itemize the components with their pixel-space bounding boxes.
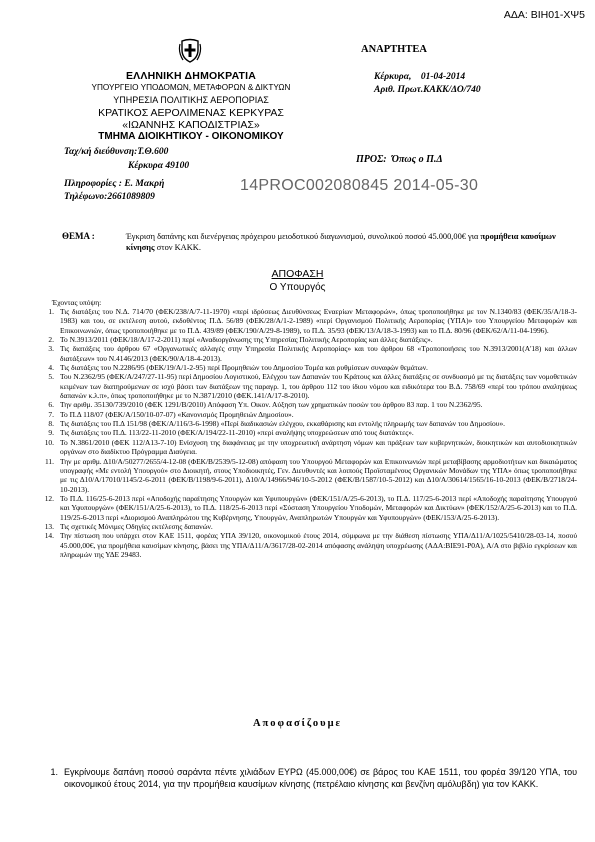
contact-info: Πληροφορίες : Ε. Μακρή: [64, 179, 165, 189]
list-item: 11. Την με αριθμ. Δ10/Α/50277/2655/4-12-08 (ΦΕΚ/Β/2539/5-12-08) απόφαση του Υπουργού Μεταφορών και Επικοινωνιών περί μεταβίβασης αρμοδιοτήτων και δικαιώματος υπογραφής «Με εντολή Υπουργού» στο Διοικητή, στους Υποδιοικητές, Γεν. Διευθυντές και λοιπούς Προϊσταμένους Οργανικών Μονάδων της ΥΠΑ» όπως τροποποιήθηκε με τις Δ10/Α/17010/1145/2-6-2011 (ΦΕΚ/Β/1198/9-6-2011), Δ10/Α/14966/946/10-5-2012 (ΦΕΚ/Β/1587/10-5-2012) και Δ10/Α/30614/1565/16-10-2013 (ΦΕΚ/Β/2718/24-10-2013).: [44, 456, 577, 494]
list-item: 14. Την πίστωση που υπάρχει στον ΚΑΕ 1511, φορέας ΥΠΑ 39/120, οικονομικού έτους 2014, σύμφωνα με την διάθεση πίστωσης ΥΠΑ/Δ11/Α/1025/5410/28-03-14, ποσού 45.000,00€, για προμήθεια καυσίμων κίνησης, βάσει της ΥΠΑ/Δ11/Α/3617/28-02-2014 απόφασης ανάληψη υποχρέωσης (ΑΔΑ:ΒΙΕ91-Ρ0Α), Α/Α στο βιβλίο εγκρίσεων και πληρωμών της ΥΔΕ 29483.: [44, 531, 577, 559]
decision-number: 1.: [50, 767, 58, 777]
list-item: 10. Το Ν.3861/2010 (ΦΕΚ 112/Α13-7-10) Ενίσχυση της διαφάνειας με την υποχρεωτική ανάρτηση νόμων και πράξεων των κυβερνητικών, διοικητικών και αυτοδιοικητικών οργάνων στο διαδίκτυο Πρόγραμμα Διαύγεια.: [44, 437, 577, 457]
we-decide-heading: Αποφασίζουμε: [252, 718, 343, 729]
list-item: 8. Τις διατάξεις του Π.Δ 151/98 (ΦΕΚ/Α/116/3-6-1998) «Περί διαδικασιών ελέγχου, εκκαθάρισης και εντολής πληρωμής των δαπανών του Δημοσίου».: [48, 419, 506, 429]
procurement-stamp: 14PROC002080845 2014-05-30: [240, 177, 479, 194]
protocol-number: Αριθ. Πρωτ.ΚΑΚΚ/ΔΟ/740: [374, 84, 481, 95]
list-item: 2. Το Ν.3913/2011 (ΦΕΚ/18/Α/17-2-2011) περί «Αναδιοργάνωσης της Υπηρεσίας Πολιτικής Αεροπορίας και άλλες διατάξεις».: [48, 335, 433, 345]
header-line-department: ΤΜΗΜΑ ΔΙΟΙΚΗΤΙΚΟΥ - ΟΙΚΟΝΟΜΙΚΟΥ: [98, 131, 284, 143]
postal-city: Κέρκυρα 49100: [128, 161, 190, 171]
list-item: 7. Το Π.Δ 118/07 (ΦΕΚ/Α/150/10-07-07) «Κανονισμός Προμηθειών Δημοσίου».: [48, 409, 294, 419]
subject-label: ΘΕΜΑ :: [62, 231, 95, 241]
subject-text: [126, 231, 572, 253]
list-item: 1. Τις διατάξεις του Ν.Δ. 714/70 (ΦΕΚ/238/Α/7-11-1970) «περί ιδρύσεως Διευθύνσεως Εναερίων Μεταφορών», όπως τροποποιήθηκε με τον Ν.1340/83 (ΦΕΚ/35/Α/18-3-1983) και του, σε εκτέλεση αυτού, εκδοθέντος Π.Δ. 56/89 (ΦΕΚ/28/Α/1-2-1989) «περί Οργανισμού Πολιτικής Αεροπορίας (ΥΠΑ)» του Υπουργείου Μεταφορών και Επικοινωνιών, όπως τροποποιήθηκε με το Π.Δ. 439/89 (ΦΕΚ/190/Α/29-8-1989), το Π.Δ. 35/93 (ΦΕΚ/13/Α/18-3-1993) και το Π.Δ. 80/96 (ΦΕΚ/62/Α/11-04-1996).: [48, 307, 577, 335]
contact-phone: Τηλέφωνο:2661089809: [64, 192, 155, 202]
ada-code: ΑΔΑ: ΒΙΗ01-ΧΨ5: [503, 9, 585, 21]
decision-text: Εγκρίνουμε δαπάνη ποσού σαράντα πέντε χιλιάδων ΕΥΡΩ (45.000,00€) σε βάρος του ΚΑΕ 1511, του φορέα 39/120 ΥΠΑ, του οικονομικού έτους 2014, για την προμήθεια καυσίμων κίνησης (πετρέλαιο κίνησης και βενζίνη αμόλυβδη) για τον ΚΑΚΚ.: [64, 767, 577, 790]
header-line-ministry: ΥΠΟΥΡΓΕΙΟ ΥΠΟΔΟΜΩΝ, ΜΕΤΑΦΟΡΩΝ & ΔΙΚΤΥΩΝ: [91, 83, 291, 93]
list-item: 4. Τις διατάξεις του Ν.2286/95 (ΦΕΚ/19/Α/1-2-95) περί Προμηθειών του Δημοσίου Τομέα και ρυθμίσεων συναφών θεμάτων.: [48, 363, 428, 373]
minister-label: Ο Υπουργός: [269, 282, 326, 293]
greek-coat-of-arms-icon: [178, 38, 202, 64]
recipient: ΠΡΟΣ: Όπως ο Π.Δ: [356, 154, 443, 165]
header-line-service: ΥΠΗΡΕΣΙΑ ΠΟΛΙΤΙΚΗΣ ΑΕΡΟΠΟΡΙΑΣ: [113, 95, 269, 106]
decision-item: [40, 766, 577, 790]
header-line-airport: ΚΡΑΤΙΚΟΣ ΑΕΡΟΛΙΜΕΝΑΣ ΚΕΡΚΥΡΑΣ: [98, 106, 284, 119]
postal-address: Ταχ/κή διεύθυνση:Τ.Θ.600: [64, 147, 169, 157]
to-be-posted-label: ΑΝΑΡΤΗΤΕΑ: [361, 44, 427, 55]
subject-tail: στον ΚΑΚΚ.: [154, 243, 201, 252]
having-regard-label: Έχοντας υπόψη:: [52, 298, 102, 307]
list-item: 13. Τις σχετικές Μόνιμες Οδηγίες εκτέλεσης δαπανών.: [44, 521, 213, 531]
decision-title: ΑΠΟΦΑΣΗ: [271, 268, 324, 280]
list-item: 5. Του Ν.2362/95 (ΦΕΚ/Α/247/27-11-95) περί Δημοσίου Λογιστικού, Ελέγχου των Δαπανών του Κράτους και άλλες διατάξεις σε συνδυασμό με τις διατάξεις των νομοθετικών κειμένων των διατηρούμενων σε ισχύ βάσει των διατάξεων της παραγρ. 1, του άρθρου 112 του ίδιου νόμου και ειδικότερα του Β.Δ. 758/69 «περί του τρόπου αναληψεως δαπανών κ.λ.π», όπως τροποποιήθηκε με το Ν.3871/2010 (ΦΕΚ.141/Α/17-8-2010).: [48, 372, 577, 401]
place-date: Κέρκυρα, 01-04-2014: [374, 72, 466, 82]
header-line-airport-name: «ΙΩΑΝΝΗΣ ΚΑΠΟΔΙΣΤΡΙΑΣ»: [122, 118, 260, 131]
list-item: 3. Τις διατάξεις του άρθρου 67 «Οργανωτικές αλλαγές στην Υπηρεσία Πολιτικής Αεροπορίας» και του άρθρου 68 «Τροποποιήσεις του Ν.3913/2001(Α'18) και άλλων διατάξεων» του Ν.4146/2013 (ΦΕΚ/90/Α/18-4-2013).: [48, 344, 577, 363]
list-item: 9. Τις διατάξεις του Π.Δ. 113/22-11-2010 (ΦΕΚ/Α/194/22-11-2010) «περί αναλήψης υποχρεώσεων από τους διατάκτες».: [48, 428, 414, 438]
subject-bold: προμήθεια καυσίμων κίνησης: [126, 232, 556, 252]
considerations-list: [40, 307, 577, 559]
list-item: 12. Το Π.Δ. 116/25-6-2013 περί «Αποδοχής παραίτησης Υπουργών και Υφυπουργών» (ΦΕΚ/151/Α/25-6-2013), το Π.Δ. 117/25-6-2013 περί «Αποδοχής παραίτησης Υπουργού και Υφυπουργών» (ΦΕΚ/151/Α/25-6-2013), το Π.Δ. 118/25-6-2013 περί «Σύσταση Υπουργείου Υποδομών, Μεταφορών και Δικτύων» (ΦΕΚ/152/Α/25-6-2013) και το Π.Δ. 119/25-6-2013 περί «Διορισμού Αναπληρώτου της Κυβέρνησης, Υπουργών, Αναπληρωτών Υπουργών και Υφυπουργών» (ΦΕΚ/153/Α/25-6-2013).: [44, 493, 577, 522]
list-item: 6. Την αριθμ. 35130/739/2010 (ΦΕΚ 1291/Β/2010) Απόφαση Υπ. Οικον. Αύξηση των χρηματικών ποσών του άρθρου 83 παρ. 1 του Ν.2362/95.: [48, 400, 483, 410]
subject-main: Έγκριση δαπάνης και διενέργειας πρόχειρου μειοδοτικού διαγωνισμού, συνολικού ποσού 45.000,00€ για: [126, 232, 479, 241]
header-line-republic: ΕΛΛΗΝΙΚΗ ΔΗΜΟΚΡΑΤΙΑ: [125, 70, 257, 82]
issuer-header: [60, 70, 322, 143]
place-date-protocol: [374, 71, 481, 96]
